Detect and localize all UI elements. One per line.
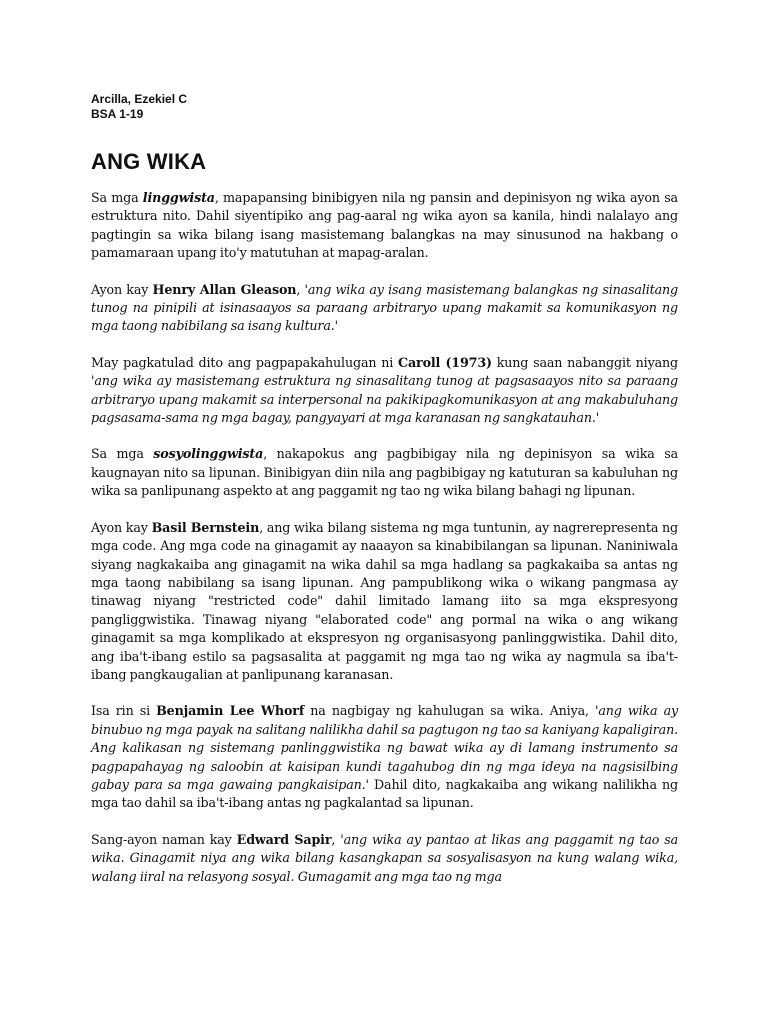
paragraph-text: kung saan nabanggit niyang ': [91, 354, 679, 389]
term-sosyolinggwista: sosyolinggwista: [153, 446, 264, 462]
name-sapir: Edward Sapir: [236, 831, 332, 847]
paragraph-text: , mapapansing binibigyen nila ng pansin and depinisyon ng wika ayon sa estruktura nito. Dahil siyentipiko ang pag-aaral ng wika ayon sa kanila, hindi nalalayo ang pagtingin sa wika bilang isang masistemang balangkas na may sinusunod na hakbang o pamamaraan upang ito'y matutuhan at mapag-aralan.: [91, 190, 678, 261]
quote-caroll: ang wika ay masistemang estruktura ng sinasalitang tunog at pagsasaayos nito sa paraang arbitraryo upang makamit sa interpersonal na pakikipagkomunikasyon at ang makabuluhang pagsasama-sama ng mga bagay, pangyayari at mga karanasan ng sangkatauhan.': [91, 373, 678, 426]
paragraph-text: na nagbigay ng kahulugan sa wika. Aniya, ': [304, 703, 599, 719]
paragraph-text: Sa mga: [91, 446, 154, 462]
paragraph-text: , ang wika bilang sistema ng mga tuntunin, ay nagrerepresenta ng mga code. Ang mga code na ginagamit ay naaayon sa kinabibilangan sa lipunan. Naniniwala siyang nagkakaiba ang ginagamit na wika dahil sa mga hadlang sa pagkakaiba sa antas ng mga taong nabibilang sa isang lipunan. Ang pampublikong wika o wikang pangmasa ay tinawag niyang "restricted code" dahil limitado lamang iito sa mga ekspresyong pangliggwistika. Tinawag niyang "elaborated code" ang pormal na wika o ang wikang ginagamit sa mga komplikado at ekspresyon ng organisasyong panlinggwistika. Dahil dito, ang iba't-ibang estilo sa pagsasalita at paggamit ng mga tao ng wika ay nagmula sa iba't-ibang pangkaugalian at panlipunang karanasan.: [91, 519, 679, 682]
quote-sapir: ang wika ay pantao at likas ang paggamit ng tao sa wika. Ginagamit niya ang wika bilang kasangkapan sa sosyalisasyon na kung walang wika, walang iiral na relasyong sosyal. Gumagamit ang mga tao ng mga: [91, 831, 678, 884]
paragraph-whorf: [91, 702, 678, 812]
paragraph-text: , nakapokus ang pagbibigay nila ng depinisyon sa wika sa kaugnayan nito sa lipunan. Binibigyan diin nila ang pagbibigay ng katuturan sa kabuluhan ng wika sa panlipunang aspekto at ang paggamit ng tao ng wika bilang bahagi ng lipunan.: [91, 446, 678, 499]
term-linggwista: linggwista: [142, 190, 215, 205]
paragraph-sosyolinggwista: [91, 445, 678, 500]
paragraph-text: Sang-ayon naman kay: [91, 831, 237, 847]
paragraph-text: Ayon kay: [91, 281, 153, 297]
quote-gleason: ang wika ay isang masistemang balangkas ng sinasalitang tunog na pinipili at isinasaayos sa paraang arbitraryo upang makamit sa komunikasyon ng mga taong nabibilang sa isang kultura.': [91, 281, 679, 334]
paragraph-text: , ': [296, 281, 308, 297]
paragraph-linggwista: [91, 189, 678, 263]
paragraph-text: Ayon kay: [91, 519, 152, 535]
paragraph-sapir: [91, 831, 678, 886]
name-bernstein: Basil Bernstein: [151, 519, 260, 535]
document-page: [91, 92, 678, 904]
author-name: Arcilla, Ezekiel C: [91, 92, 188, 106]
name-gleason: Henry Allan Gleason: [152, 281, 297, 297]
name-caroll: Caroll (1973): [398, 354, 492, 370]
class-section: BSA 1-19: [91, 107, 144, 121]
paragraph-text: May pagkatulad dito ang pagpapakahulugan ni: [91, 354, 399, 370]
paragraph-bernstein: [91, 519, 678, 685]
name-whorf: Benjamin Lee Whorf: [156, 703, 305, 719]
paragraph-text: Isa rin si: [91, 703, 157, 719]
paragraph-text: , ': [331, 831, 344, 847]
paragraph-text: Dahil dito, nagkakaiba ang wikang nalilikha ng mga tao dahil sa iba't-ibang antas ng pagkalantad sa lipunan.: [91, 776, 678, 811]
quote-whorf: ang wika ay binubuo ng mga payak na salitang nalilikha dahil sa pagtugon ng tao sa kaniyang kapaligiran. Ang kalikasan ng sistemang panlinggwistika ng bawat wika ay di lamang instrumento sa pagpapahayag ng saloobin at kaisipan kundi tagahubog din ng mga ideya na nagsisilbing gabay para sa mga gawaing pangkaisipan.': [91, 703, 678, 792]
paragraph-gleason: [91, 281, 678, 336]
document-title: ANG WIKA: [91, 149, 207, 174]
paragraph-text: Sa mga: [91, 190, 143, 205]
paragraph-caroll: [91, 354, 678, 428]
